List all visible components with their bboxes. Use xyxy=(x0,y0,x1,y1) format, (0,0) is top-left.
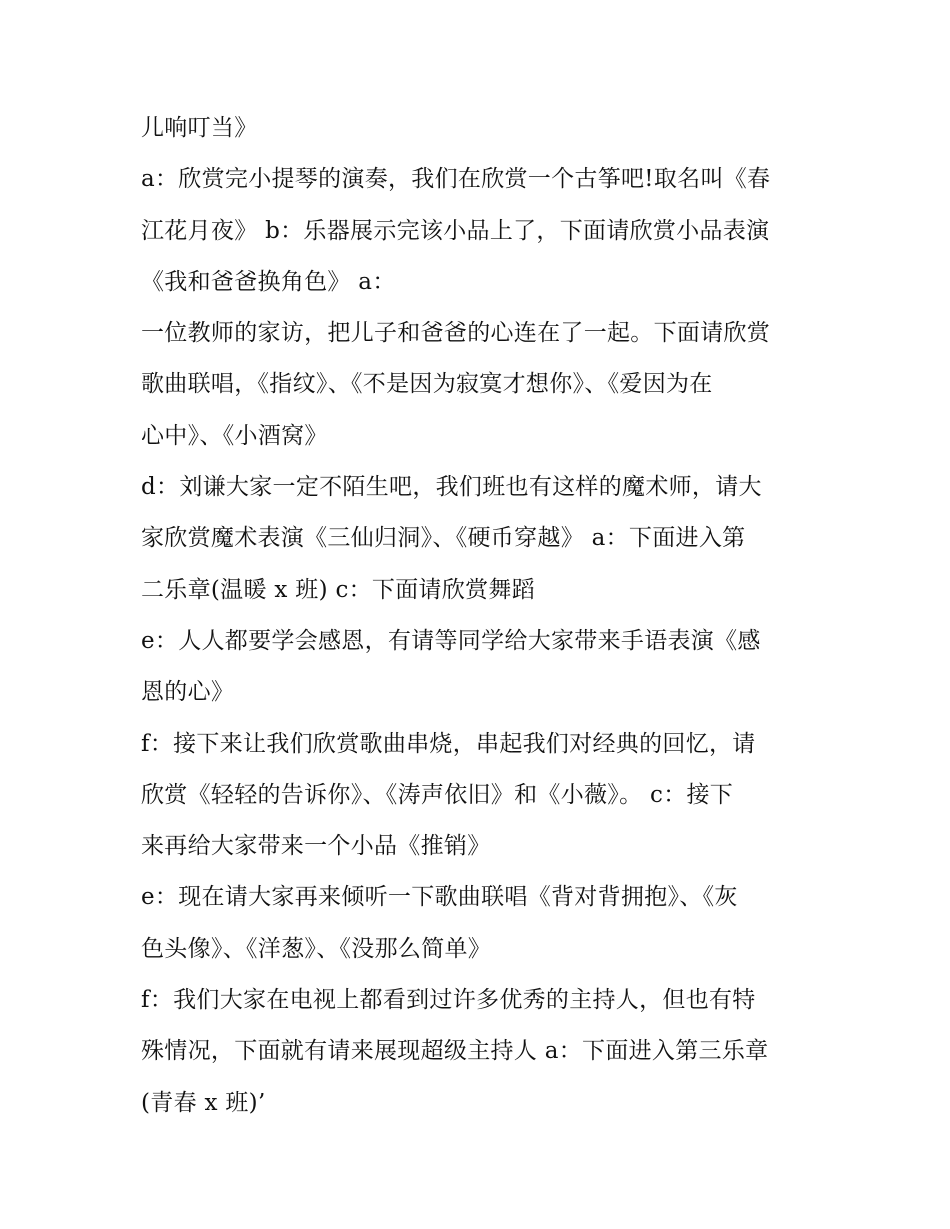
text-line: 欣赏《轻轻的告诉你》、《涛声依旧》和《小薇》。 c：接下 xyxy=(141,781,734,808)
text-line: e：现在请大家再来倾听一下歌曲联唱《背对背拥抱》、《灰 xyxy=(141,884,738,911)
text-line: 一位教师的家访，把儿子和爸爸的心连在了一起。下面请欣赏 xyxy=(141,320,771,347)
text-line: 恩的心》 xyxy=(141,679,235,706)
text-line: 《我和爸爸换角色》 a： xyxy=(141,268,396,295)
text-line: 江花月夜》 b：乐器展示完该小品上了，下面请欣赏小品表演 xyxy=(141,217,770,244)
text-line: e：人人都要学会感恩，有请等同学给大家带来手语表演《感 xyxy=(141,627,761,654)
text-line: a：欣赏完小提琴的演奏，我们在欣赏一个古筝吧!取名叫《春 xyxy=(141,166,771,193)
text-line: (青春 x 班)’ xyxy=(141,1089,266,1116)
text-line: 心中》、《小酒窝》 xyxy=(141,422,328,449)
document-body xyxy=(141,103,813,1129)
text-line: d：刘谦大家一定不陌生吧，我们班也有这样的魔术师，请大 xyxy=(141,474,762,501)
text-line: 来再给大家带来一个小品《推销》 xyxy=(141,833,491,860)
text-line: 二乐章(温暖 x 班) c：下面请欣赏舞蹈 xyxy=(141,576,536,603)
text-line: 歌曲联唱，《指纹》、《不是因为寂寞才想你》、《爱因为在 xyxy=(141,371,713,398)
text-line: 色头像》、《洋葱》、《没那么简单》 xyxy=(141,935,492,962)
text-line: 殊情况，下面就有请来展现超级主持人 a：下面进入第三乐章 xyxy=(141,1038,769,1065)
text-line: 儿响叮当》 xyxy=(141,115,258,141)
text-line: f：我们大家在电视上都看到过许多优秀的主持人，但也有特 xyxy=(141,987,756,1014)
text-line: f：接下来让我们欣赏歌曲串烧，串起我们对经典的回忆，请 xyxy=(141,730,756,757)
text-line: 家欣赏魔术表演《三仙归洞》、《硬币穿越》 a：下面进入第 xyxy=(141,525,746,552)
